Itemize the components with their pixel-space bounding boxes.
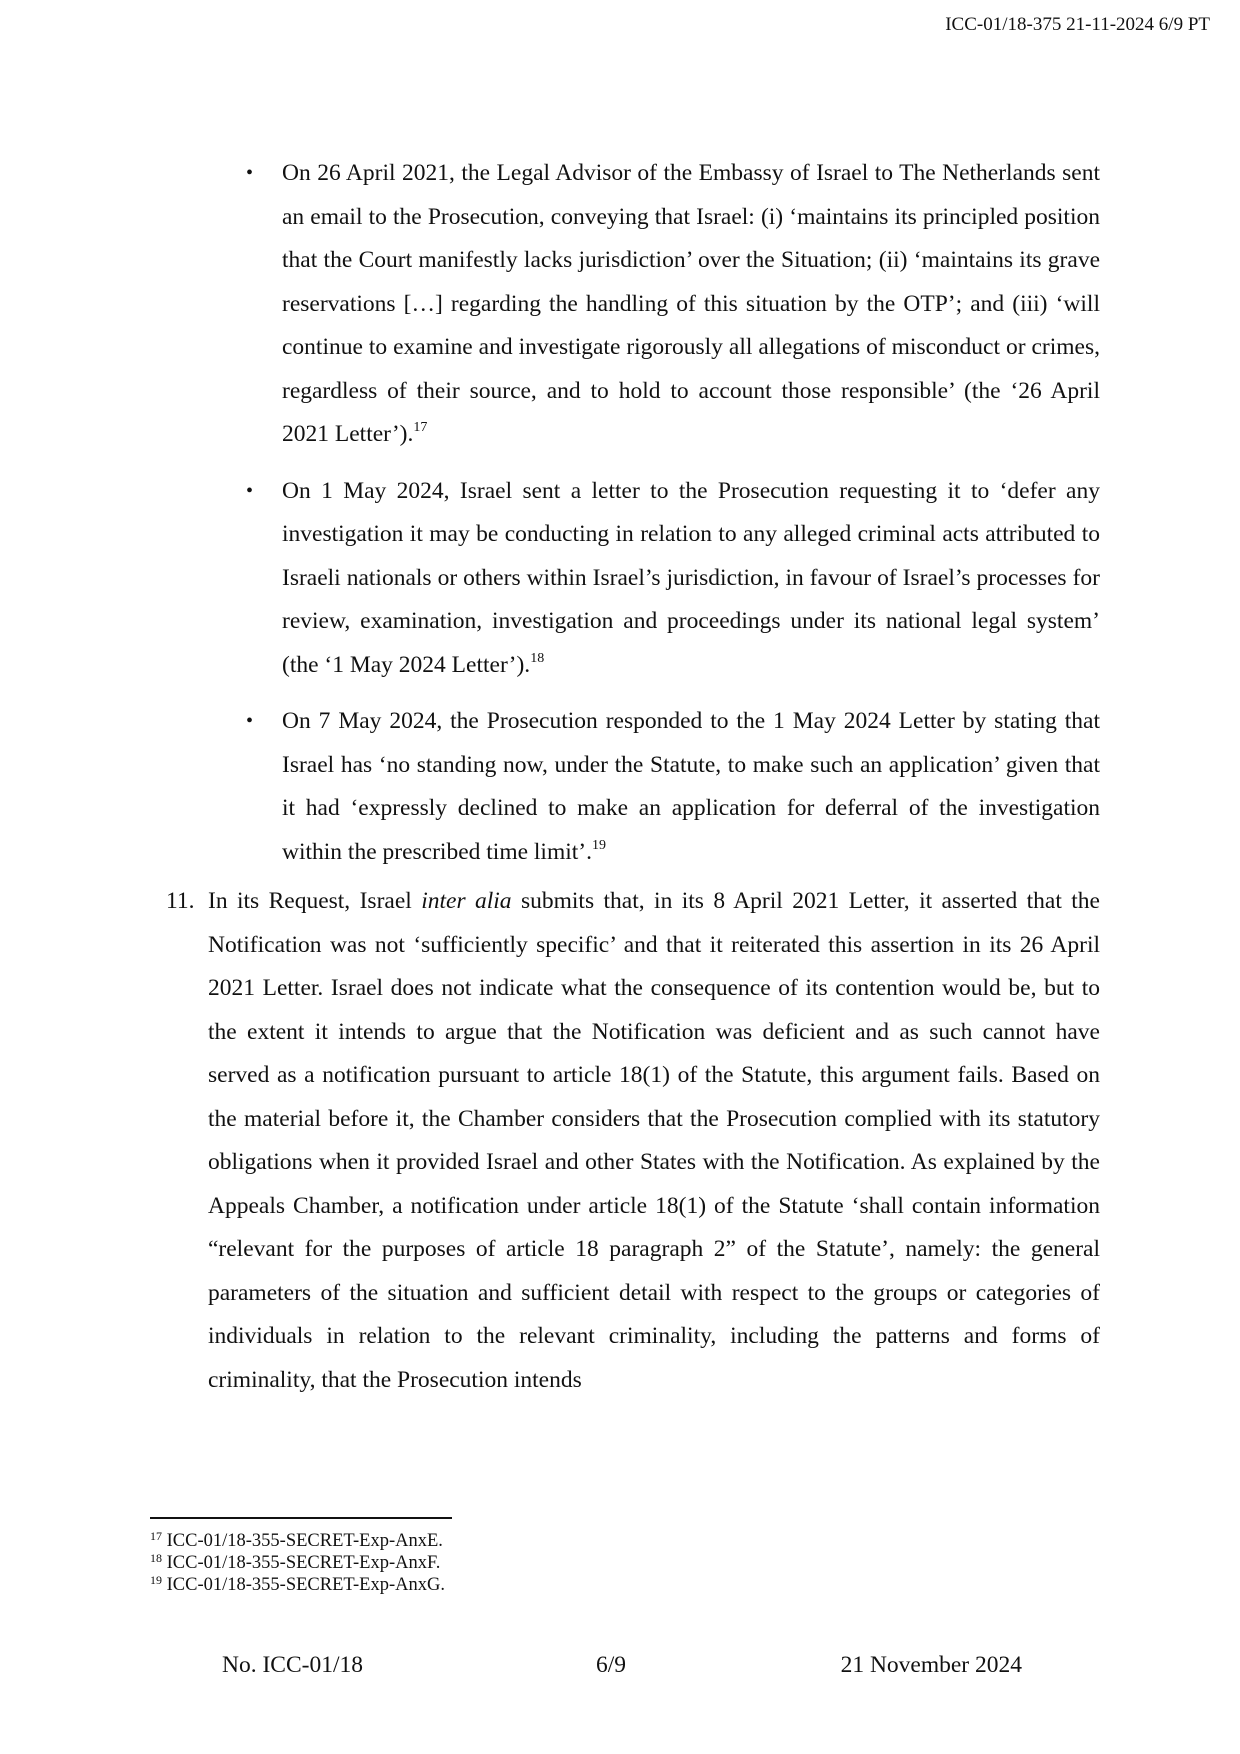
footnote-18 [150, 1552, 445, 1574]
bullet-text: On 26 April 2021, the Legal Advisor of the Embassy of Israel to The Netherlands sent an email to the Prosecution, conveying that Israel: (i) ‘maintains its principled position that the Court manifestly lacks jurisdiction’ over the Situation; (ii) ‘maintains its grave reservations […] regarding the handling of this situation by the OTP’; and (iii) ‘will continue to examine and investigate rigorously all allegations of misconduct or crimes, regardless of their source, and to hold to account those responsible’ (the ‘26 April 2021 Letter’). [282, 160, 1100, 447]
footnote-ref[interactable]: 17 [413, 420, 428, 435]
footnote-ref[interactable]: 19 [592, 837, 606, 853]
footnote-text: ICC-01/18-355-SECRET-Exp-AnxE. [166, 1531, 443, 1551]
document-reference-header: ICC-01/18-375 21-11-2024 6/9 PT [945, 14, 1210, 35]
footer-case-number: No. ICC-01/18 [222, 1652, 363, 1678]
bullet-item-26-april-2021 [240, 152, 1100, 457]
footnote-text: ICC-01/18-355-SECRET-Exp-AnxF. [166, 1553, 441, 1573]
footer-date: 21 November 2024 [840, 1652, 1022, 1678]
footnotes [150, 1530, 445, 1596]
paragraph-number: 11. [166, 888, 195, 914]
bullet-item-1-may-2024 [240, 470, 1100, 688]
footnote-19 [150, 1574, 445, 1596]
paragraph-italic-phrase: inter alia [421, 888, 512, 914]
bullet-text: On 7 May 2024, the Prosecution responded to the 1 May 2024 Letter by stating that Israel has ‘no standing now, under the Statute, to make such an application’ given that it had ‘expressly declined to make an application for deferral of the investigation within the prescribed time limit’. [282, 708, 1100, 865]
footnote-separator [150, 1517, 452, 1519]
footnote-17 [150, 1530, 445, 1552]
bullet-icon: • [246, 162, 254, 184]
bullet-icon: • [246, 479, 254, 502]
paragraph-11 [166, 880, 1100, 1402]
footnote-number: 18 [150, 1551, 162, 1565]
footnote-number: 17 [150, 1529, 162, 1543]
bullet-list [240, 152, 1100, 887]
bullet-icon: • [246, 710, 254, 732]
footnote-number: 19 [150, 1573, 162, 1587]
footnote-text: ICC-01/18-355-SECRET-Exp-AnxG. [166, 1575, 445, 1595]
paragraph-text-start: In its Request, Israel [208, 888, 422, 914]
footnote-ref[interactable]: 18 [530, 650, 545, 666]
footer-page-number: 6/9 [596, 1652, 627, 1678]
paragraph-text-rest: submits that, in its 8 April 2021 Letter, it asserted that the Notification was not ‘sufficiently specific’ and that it reiterated this assertion in its 26 April 2021 Letter. Israel does not indicate what the consequence of its contention would be, but to the extent it intends to argue that the Notification was deficient and as such cannot have served as a notification pursuant to article 18(1) of the Statute, this argument fails. Based on the material before it, the Chamber considers that the Prosecution complied with its statutory obligations when it provided Israel and other States with the Notification. As explained by the Appeals Chamber, a notification under article 18(1) of the Statute ‘shall contain information “relevant for the purposes of article 18 paragraph 2” of the Statute’, namely: the general parameters of the situation and sufficient detail with respect to the groups or categories of individuals in relation to the relevant criminality, including the patterns and forms of criminality, that the Prosecution intends [208, 888, 1100, 1393]
bullet-item-7-may-2024 [240, 700, 1100, 874]
bullet-text: On 1 May 2024, Israel sent a letter to the Prosecution requesting it to ‘defer any investigation it may be conducting in relation to any alleged criminal acts attributed to Israeli nationals or others within Israel’s jurisdiction, in favour of Israel’s processes for review, examination, investigation and proceedings under its national legal system’ (the ‘1 May 2024 Letter’). [282, 477, 1100, 678]
